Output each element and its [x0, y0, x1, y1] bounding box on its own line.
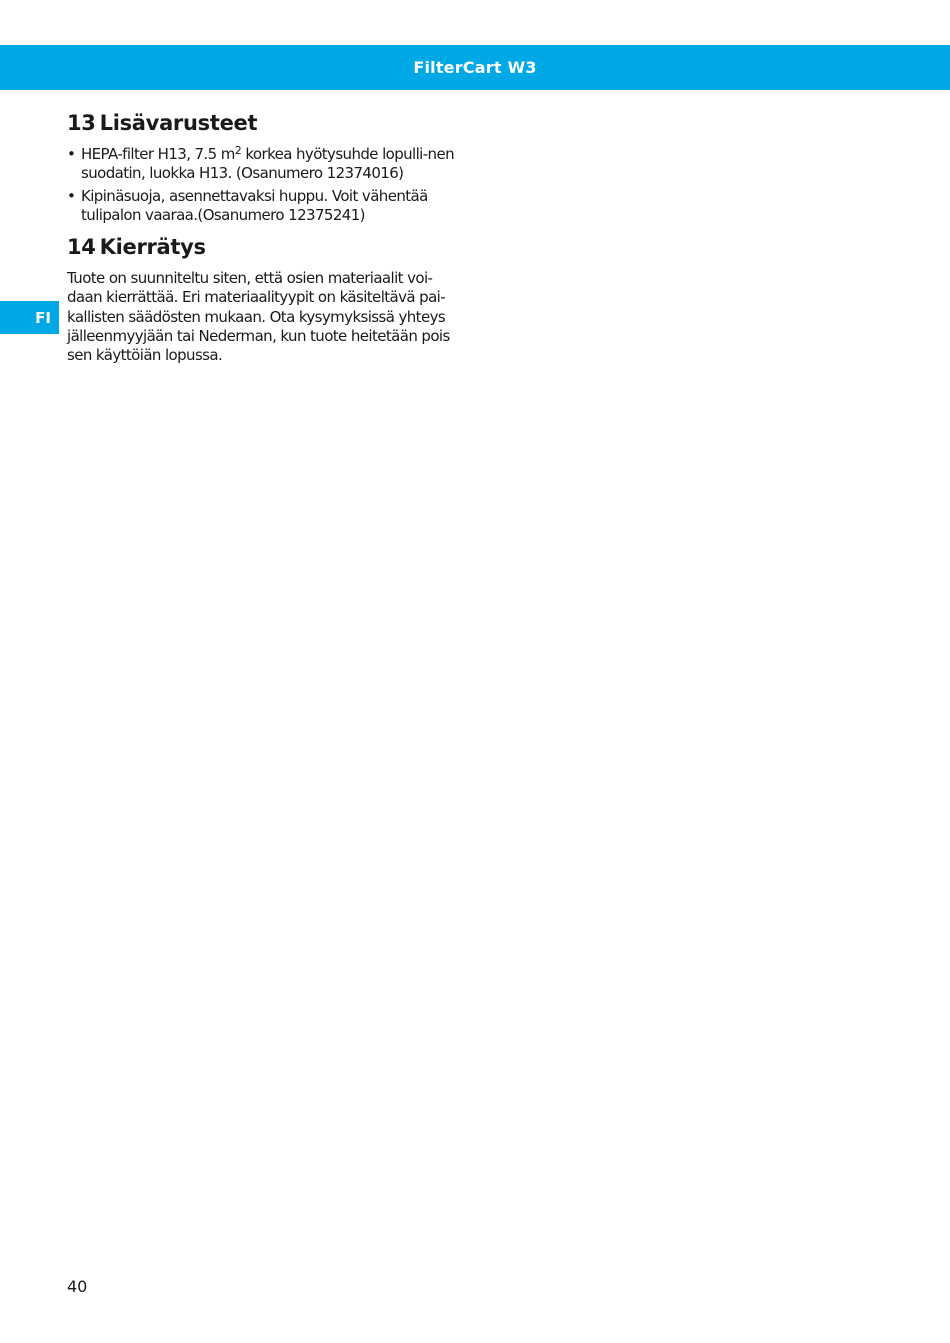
main-content — [67, 108, 467, 365]
section-number: 14 — [67, 235, 96, 259]
accessory-list — [67, 145, 467, 225]
section-heading — [67, 232, 467, 262]
section-body: Tuote on suunniteltu siten, että osien materiaalit voi-daan kierrättää. Eri materiaalityypit on käsiteltävä pai-kallisten säädösten mukaan. Ota kysymyksissä yhteys jälleenmyyjään tai Nederman, kun tuote heitetään pois sen käyttöiän lopussa. — [67, 269, 450, 365]
item-text-continued: korkea hyötysuhde lopulli-nen suodatin, luokka H13. (Osanumero 12374016) — [81, 145, 455, 182]
section-title: Kierrätys — [99, 235, 206, 259]
section-title: Lisävarusteet — [99, 111, 258, 135]
superscript: 2 — [234, 144, 242, 157]
header-band — [0, 45, 950, 90]
item-text: Kipinäsuoja, asennettavaksi huppu. Voit vähentää tulipalon vaaraa.(Osanumero 12375241) — [81, 187, 428, 224]
bullet-icon: • — [67, 145, 76, 163]
language-tab — [0, 301, 59, 334]
list-item — [67, 187, 467, 225]
item-text: HEPA-filter H13, 7.5 m — [81, 145, 235, 163]
section-number: 13 — [67, 111, 96, 135]
document-title: FilterCart W3 — [413, 58, 537, 77]
section-heading — [67, 108, 467, 138]
bullet-icon: • — [67, 187, 76, 205]
section-recycling — [67, 232, 467, 365]
list-item — [67, 145, 467, 183]
language-label: FI — [35, 308, 51, 327]
section-accessories — [67, 108, 467, 225]
page-number: 40 — [67, 1277, 88, 1296]
